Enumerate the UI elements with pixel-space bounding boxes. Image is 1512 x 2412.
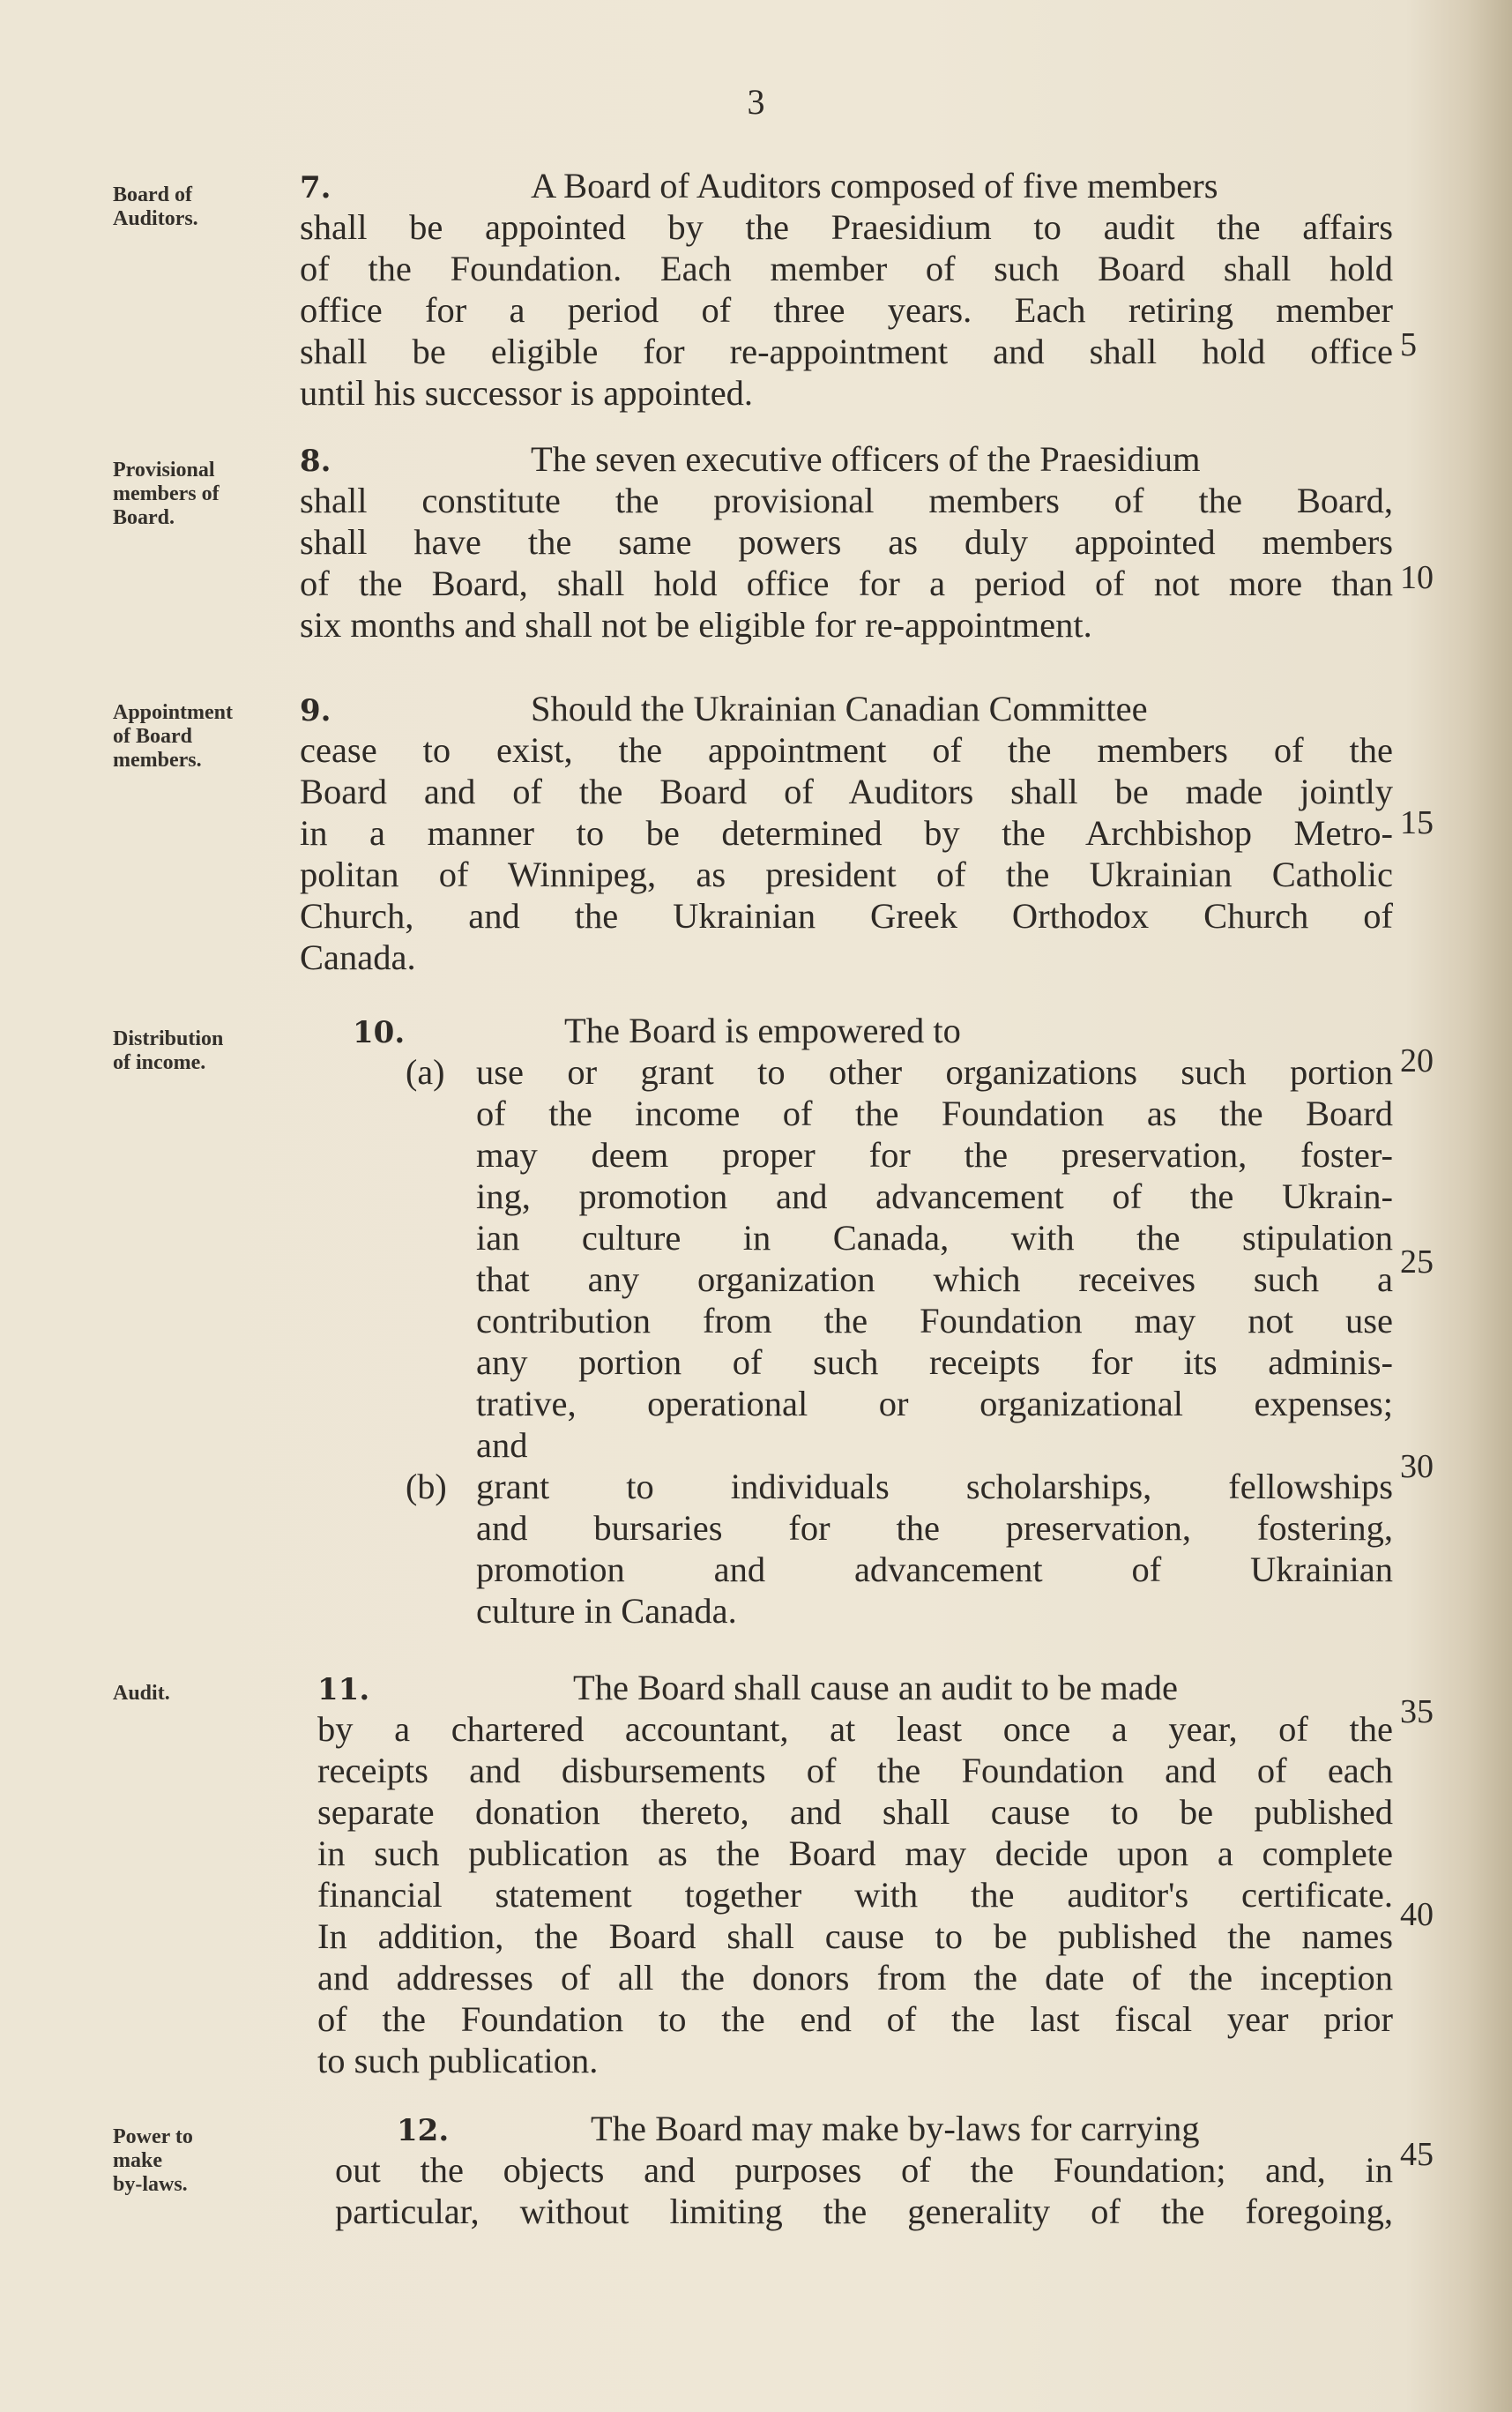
section-number: 10.	[353, 1015, 406, 1050]
section-number: 12.	[397, 2113, 450, 2148]
line-number: 45	[1400, 2136, 1434, 2173]
section-number: 11.	[317, 1672, 370, 1707]
section-7: 7. A Board of Auditors composed of five members shall be appointed by the Praesidium to audit the affairs of the Foundation. Each member of such Board shall hold office for a period of three years. Each retiring member shall be eligible for re-appointment and shall hold office until his successor is appointed.	[300, 166, 1393, 413]
section-number: 7.	[300, 170, 331, 205]
line-number: 5	[1400, 326, 1417, 363]
section-11: 11. The Board shall cause an audit to be made by a chartered accountant, at least once a year, of the receipts and disbursements of the Foundation and of each separate donation thereto, and shall cause to be published in such publication as the Board may decide upon a complete financial statement together with the auditor's certificate. In addition, the Board shall cause to be published the names and addresses of all the donors from the date of the inception of the Foundation to the end of the last fiscal year prior to such publication.	[300, 1667, 1393, 2081]
section-first-line: 12. The Board may make by-laws for carrying	[300, 2108, 1393, 2149]
clause-label: (a)	[406, 1052, 445, 1092]
margin-note-provisional-members: Provisional members of Board.	[113, 459, 220, 529]
margin-note-appointment: Appointment of Board members.	[113, 701, 234, 772]
line-number: 10	[1400, 559, 1434, 596]
section-first-line: 8. The seven executive officers of the Praesidium	[300, 439, 1201, 479]
section-first-line: 9. Should the Ukrainian Canadian Committee	[300, 689, 1148, 728]
clause-b: (b) grant to individuals scholarships, fellowships and bursaries for the preservation, fostering, promotion and advancement of Ukrainian culture in Canada.	[406, 1467, 1393, 1631]
line-number: 20	[1400, 1042, 1434, 1079]
margin-note-audit: Audit.	[113, 1682, 170, 1705]
section-first-line: 10. The Board is empowered to	[300, 1010, 1393, 1051]
line-number: 15	[1400, 804, 1434, 841]
margin-note-distribution-of-income: Distribution of income.	[113, 1027, 224, 1074]
section-10	[300, 1010, 1393, 1631]
section-number: 8.	[300, 444, 331, 479]
page-number: 3	[747, 82, 765, 122]
line-number: 30	[1400, 1448, 1434, 1485]
margin-note-board-of-auditors: Board of Auditors.	[113, 183, 198, 230]
clause-a: (a) use or grant to other organizations such portion of the income of the Foundation as the Board may deem proper for the preservation, foster- ing, promotion and advancement of the Ukrain- ian culture in Canada, with the stipulation that any organization which receives such a contribution from the Foundation may not use any portion of such receipts for its adminis- trative, operational or organizational expenses; and	[406, 1052, 1393, 1465]
line-number: 25	[1400, 1243, 1434, 1281]
margin-note-power-to-make-bylaws: Power to make by-laws.	[113, 2125, 193, 2196]
section-12: 12. The Board may make by-laws for carrying out the objects and purposes of the Foundation; and, in particular, without limiting the generality of the foregoing,	[300, 2108, 1393, 2232]
section-number: 9.	[300, 693, 331, 728]
line-number: 40	[1400, 1896, 1434, 1933]
line-number: 35	[1400, 1693, 1434, 1730]
section-first-line: 7. A Board of Auditors composed of five members	[300, 166, 1218, 205]
section-8: 8. The seven executive officers of the Praesidium shall constitute the provisional members of the Board, shall have the same powers as duly appointed members of the Board, shall hold office for a period of not more than six months and shall not be eligible for re-appointment.	[300, 439, 1393, 645]
section-9: 9. Should the Ukrainian Canadian Committee cease to exist, the appointment of the members of the Board and of the Board of Auditors shall be made jointly in a manner to be determined by the Archbishop Metro- politan of Winnipeg, as president of the Ukrainian Catholic Church, and the Ukrainian Greek Orthodox Church of Canada.	[300, 689, 1393, 977]
section-first-line: 11. The Board shall cause an audit to be made	[300, 1667, 1393, 1708]
clause-label: (b)	[406, 1467, 447, 1506]
